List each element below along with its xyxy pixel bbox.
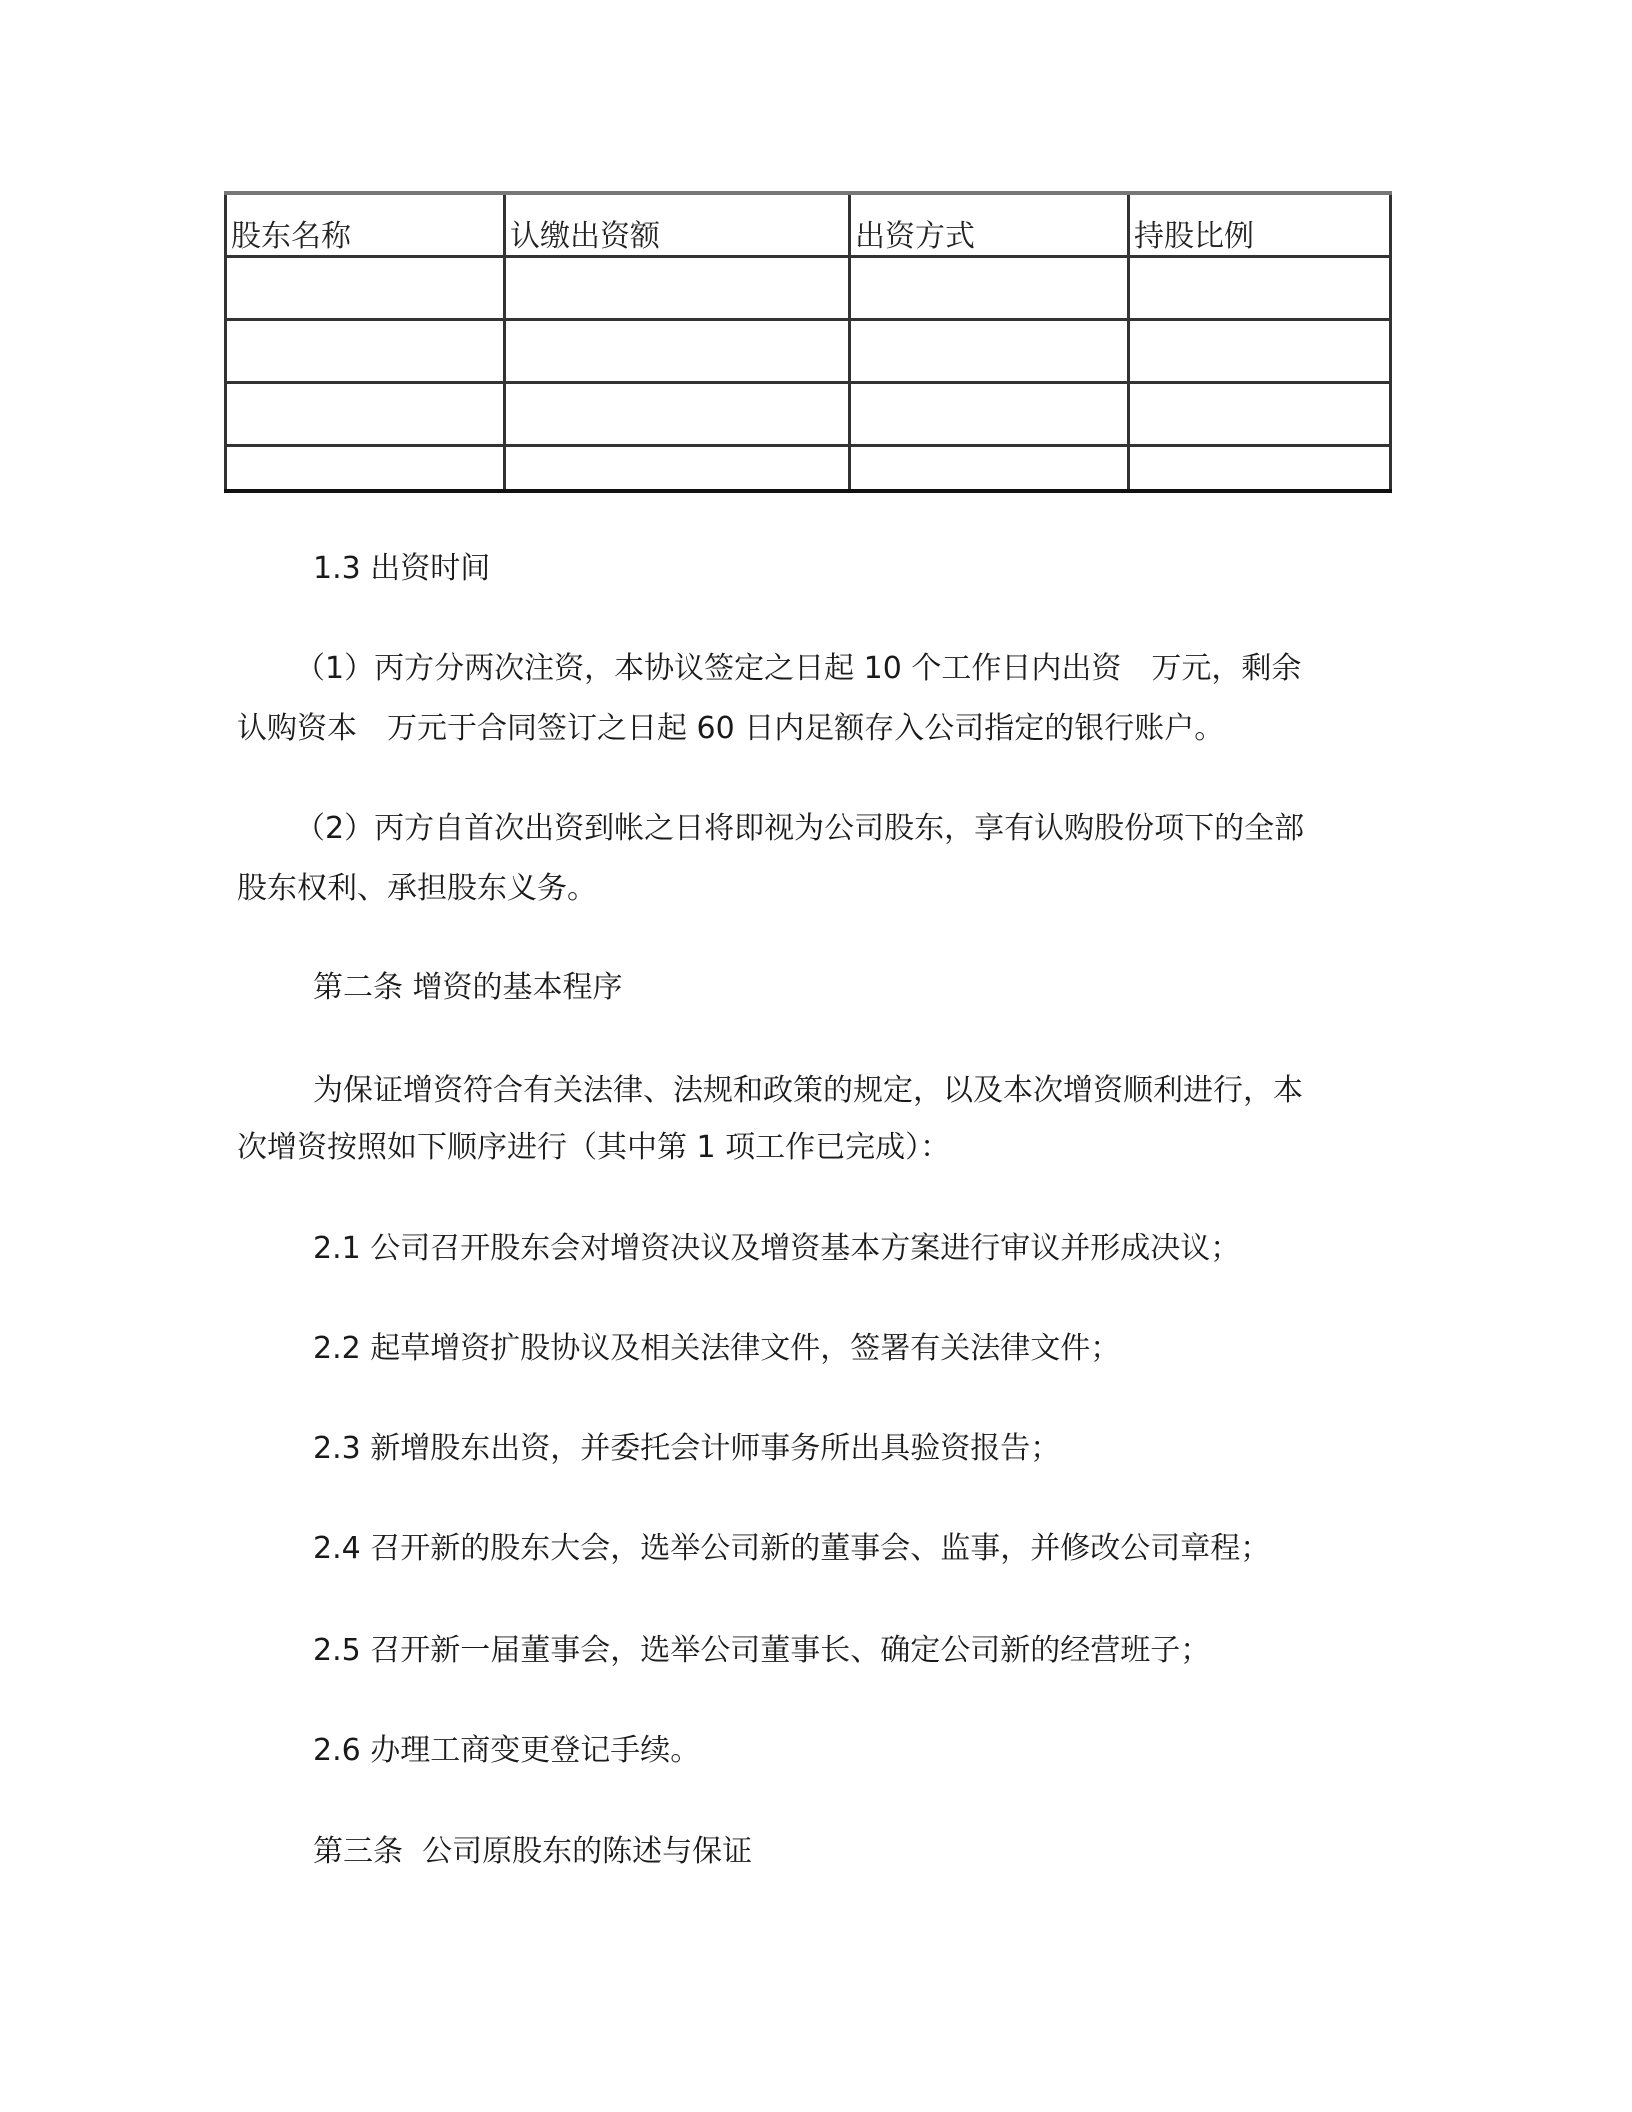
paragraph-2-line-2: 股东权利、承担股东义务。	[237, 871, 597, 906]
step-2-5: 2.5 召开新一届董事会，选举公司董事长、确定公司新的经营班子；	[313, 1633, 1211, 1668]
table-cell	[226, 446, 505, 492]
header-shareholder-name: 股东名称	[226, 193, 505, 257]
table-cell	[850, 320, 1129, 383]
table-cell	[850, 383, 1129, 446]
paragraph-2-line-1: （2）丙方自首次出资到帐之日将即视为公司股东，享有认购股份项下的全部	[295, 811, 1305, 846]
table-row	[226, 320, 1391, 383]
table-row	[226, 383, 1391, 446]
paragraph-1-line-2: 认购资本 万元于合同签订之日起 60 日内足额存入公司指定的银行账户。	[237, 711, 1225, 746]
step-2-2: 2.2 起草增资扩股协议及相关法律文件，签署有关法律文件；	[313, 1331, 1121, 1366]
table-cell	[505, 383, 850, 446]
shareholder-table	[224, 191, 1392, 493]
table-cell	[1129, 320, 1391, 383]
section-heading-1-3: 1.3 出资时间	[313, 551, 491, 586]
table-cell	[1129, 446, 1391, 492]
step-2-4: 2.4 召开新的股东大会，选举公司新的董事会、监事，并修改公司章程；	[313, 1531, 1271, 1566]
paragraph-3-line-2: 次增资按照如下顺序进行（其中第 1 项工作已完成）：	[237, 1130, 951, 1165]
table-cell	[226, 257, 505, 320]
header-contribution-method: 出资方式	[850, 193, 1129, 257]
article-3-heading: 第三条 公司原股东的陈述与保证	[313, 1834, 753, 1869]
header-shareholding-ratio: 持股比例	[1129, 193, 1391, 257]
table-cell	[226, 383, 505, 446]
table-header-row	[226, 193, 1391, 257]
paragraph-1-line-1: （1）丙方分两次注资，本协议签定之日起 10 个工作日内出资 万元，剩余	[295, 651, 1302, 686]
step-2-1: 2.1 公司召开股东会对增资决议及增资基本方案进行审议并形成决议；	[313, 1231, 1241, 1266]
step-2-3: 2.3 新增股东出资，并委托会计师事务所出具验资报告；	[313, 1431, 1061, 1466]
table-row	[226, 257, 1391, 320]
table-cell	[505, 320, 850, 383]
table-cell	[505, 257, 850, 320]
table-cell	[850, 257, 1129, 320]
step-2-6: 2.6 办理工商变更登记手续。	[313, 1733, 701, 1768]
table-cell	[850, 446, 1129, 492]
paragraph-3-line-1: 为保证增资符合有关法律、法规和政策的规定，以及本次增资顺利进行，本	[313, 1073, 1303, 1108]
table-cell	[1129, 383, 1391, 446]
article-2-heading: 第二条 增资的基本程序	[313, 970, 623, 1005]
header-subscribed-amount: 认缴出资额	[505, 193, 850, 257]
table-cell	[1129, 257, 1391, 320]
table-cell	[226, 320, 505, 383]
table-cell	[505, 446, 850, 492]
table-row	[226, 446, 1391, 492]
